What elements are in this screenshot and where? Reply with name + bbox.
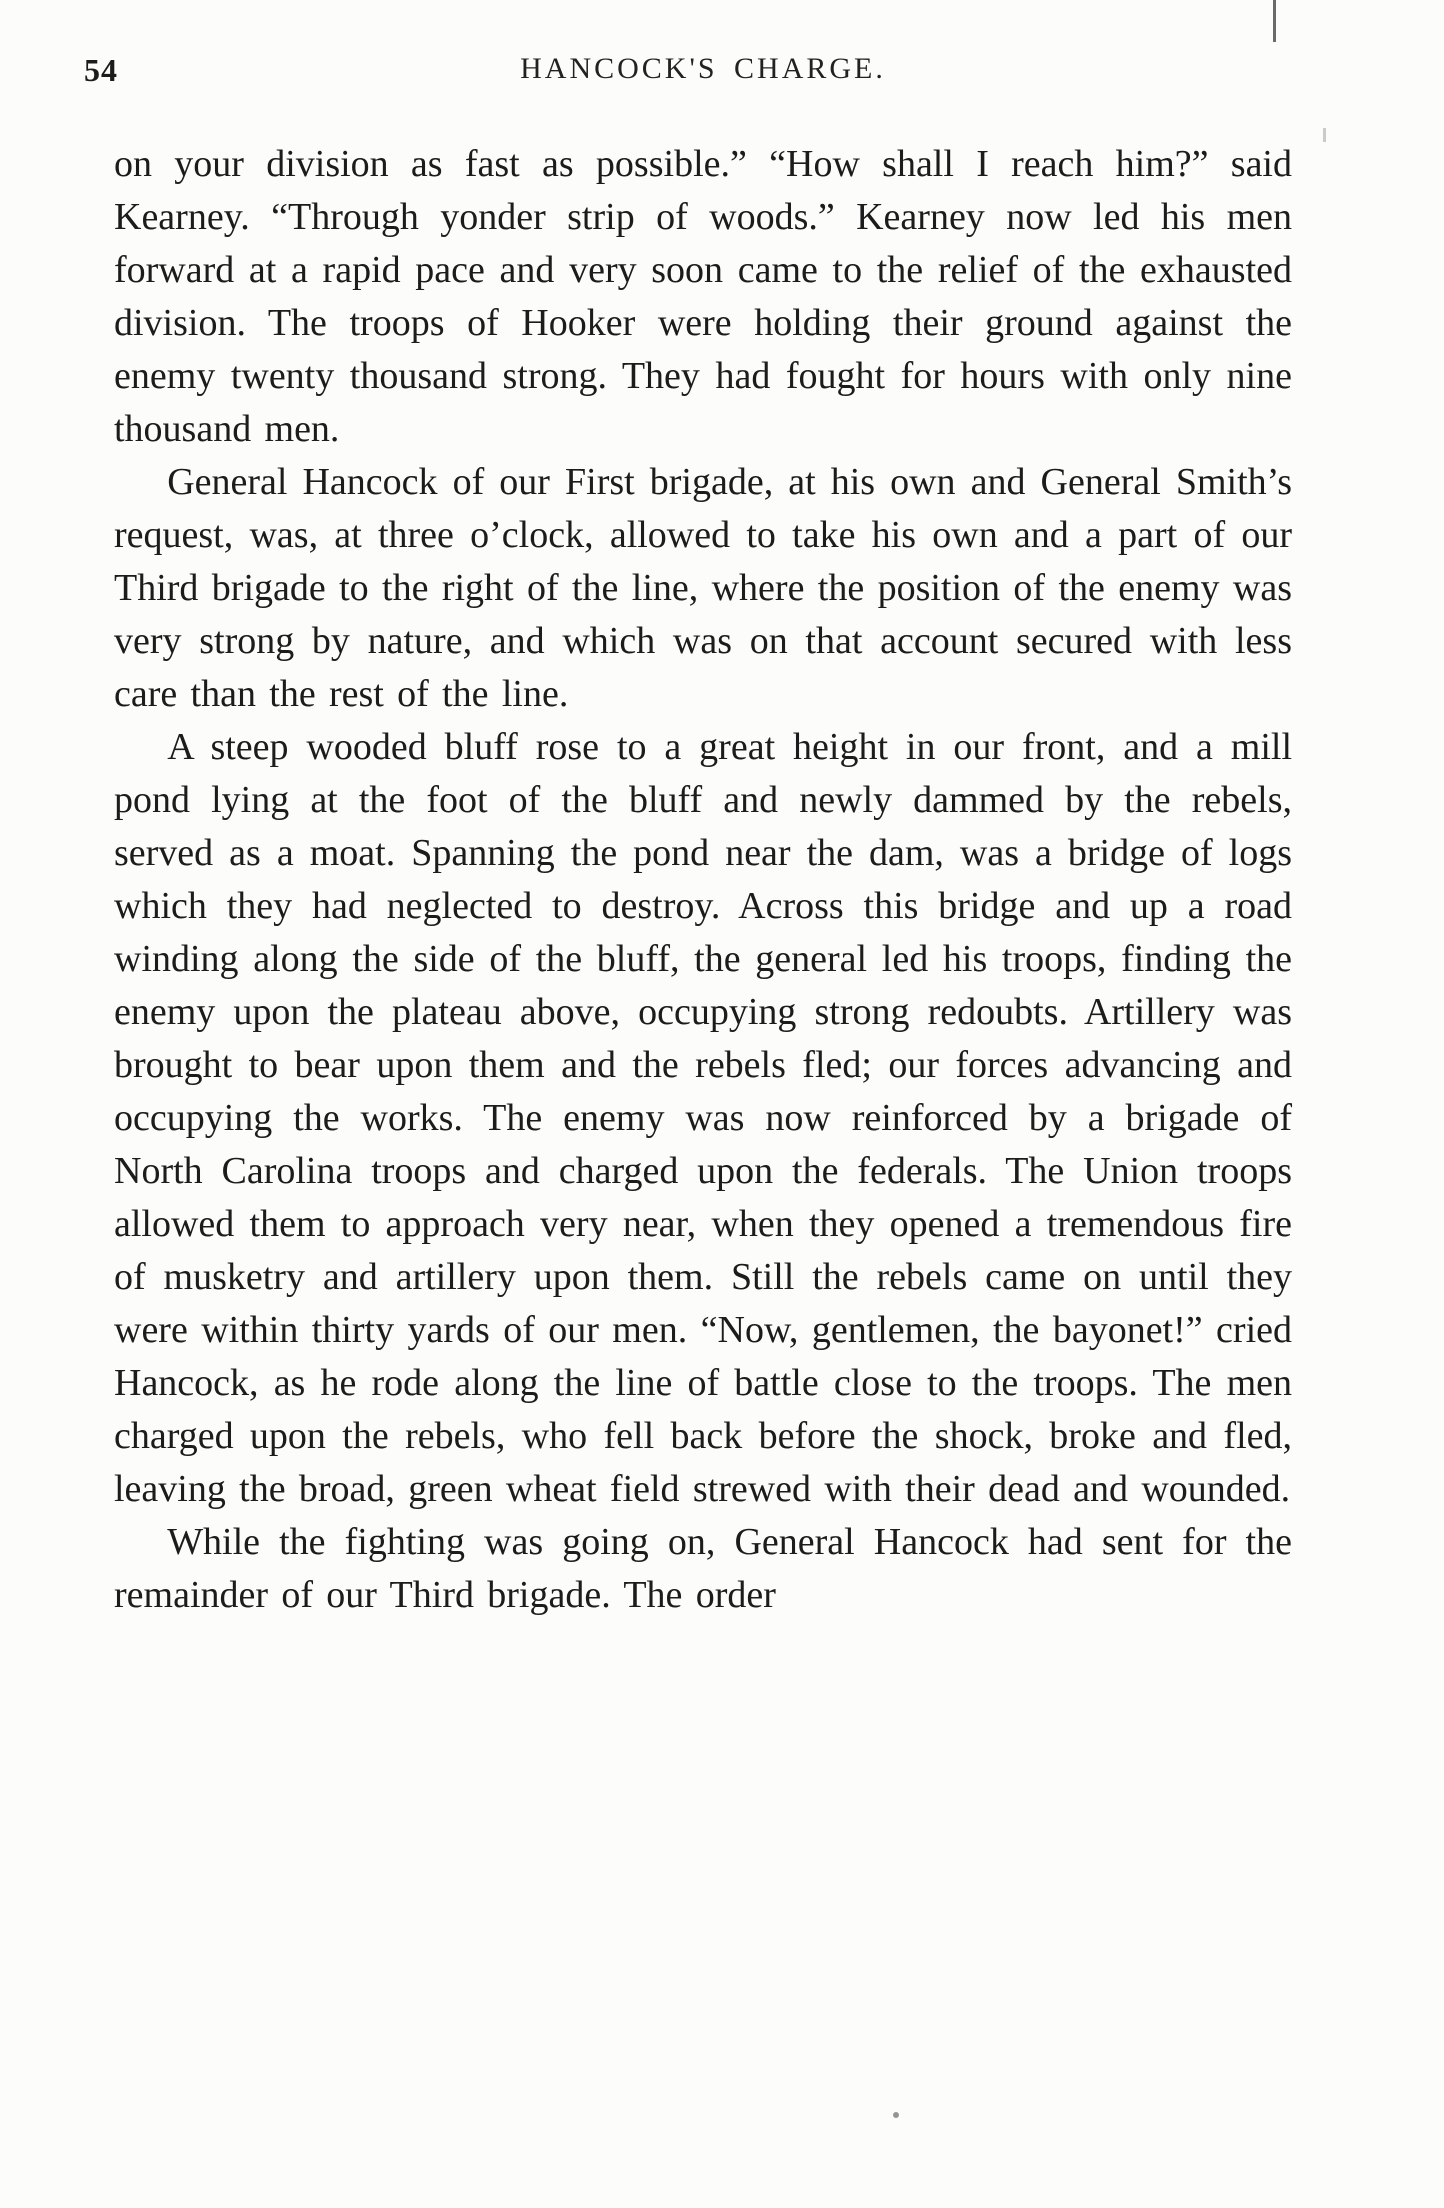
paragraph: A steep wooded bluff rose to a great height in our front, and a mill pond lying at the foot of the bluff and newly dammed by the rebels, served as a moat. Spanning the pond near the dam, was a bridge of logs which they had neglected to destroy. Across this bridge and up a road winding along the side of the bluff, the general led his troops, finding the enemy upon the plateau above, occupying strong redoubts. Artillery was brought to bear upon them and the rebels fled; our forces advancing and occupying the works. The enemy was now reinforced by a brigade of North Carolina troops and charged upon the federals. The Union troops allowed them to approach very near, when they opened a tremendous fire of musketry and artillery upon them. Still the rebels came on until they were within thirty yards of our men. “Now, gentlemen, the bayonet!” cried Hancock, as he rode along the line of battle close to the troops. The men charged upon the rebels, who fell back before the shock, broke and fled, leaving the broad, green wheat field strewed with their dead and wounded. [114,726,1292,1510]
scan-artifact-fleck [1323,128,1326,142]
paragraph: on your division as fast as possible.” “How shall I reach him?” said Kearney. “Through yonder strip of woods.” Kearney now led his men forward at a rapid pace and very soon came to the relief of the exhausted division. The troops of Hooker were holding their ground against the enemy twenty thousand strong. They had fought for hours with only nine thousand men. [114,143,1292,450]
scan-artifact-dot [893,2112,899,2118]
page-body-text [114,138,1292,1622]
paragraph: While the fighting was going on, General Hancock had sent for the remainder of our Third brigade. The order [114,1521,1292,1616]
running-head [84,52,1292,96]
running-header-title: HANCOCK'S CHARGE. [520,52,886,85]
paragraph: General Hancock of our First brigade, at his own and General Smith’s request, was, at three o’clock, allowed to take his own and a part of our Third brigade to the right of the line, where the position of the enemy was very strong by nature, and which was on that account secured with less care than the rest of the line. [114,461,1292,715]
page-number: 54 [84,52,118,88]
scan-artifact-line [1273,0,1276,42]
